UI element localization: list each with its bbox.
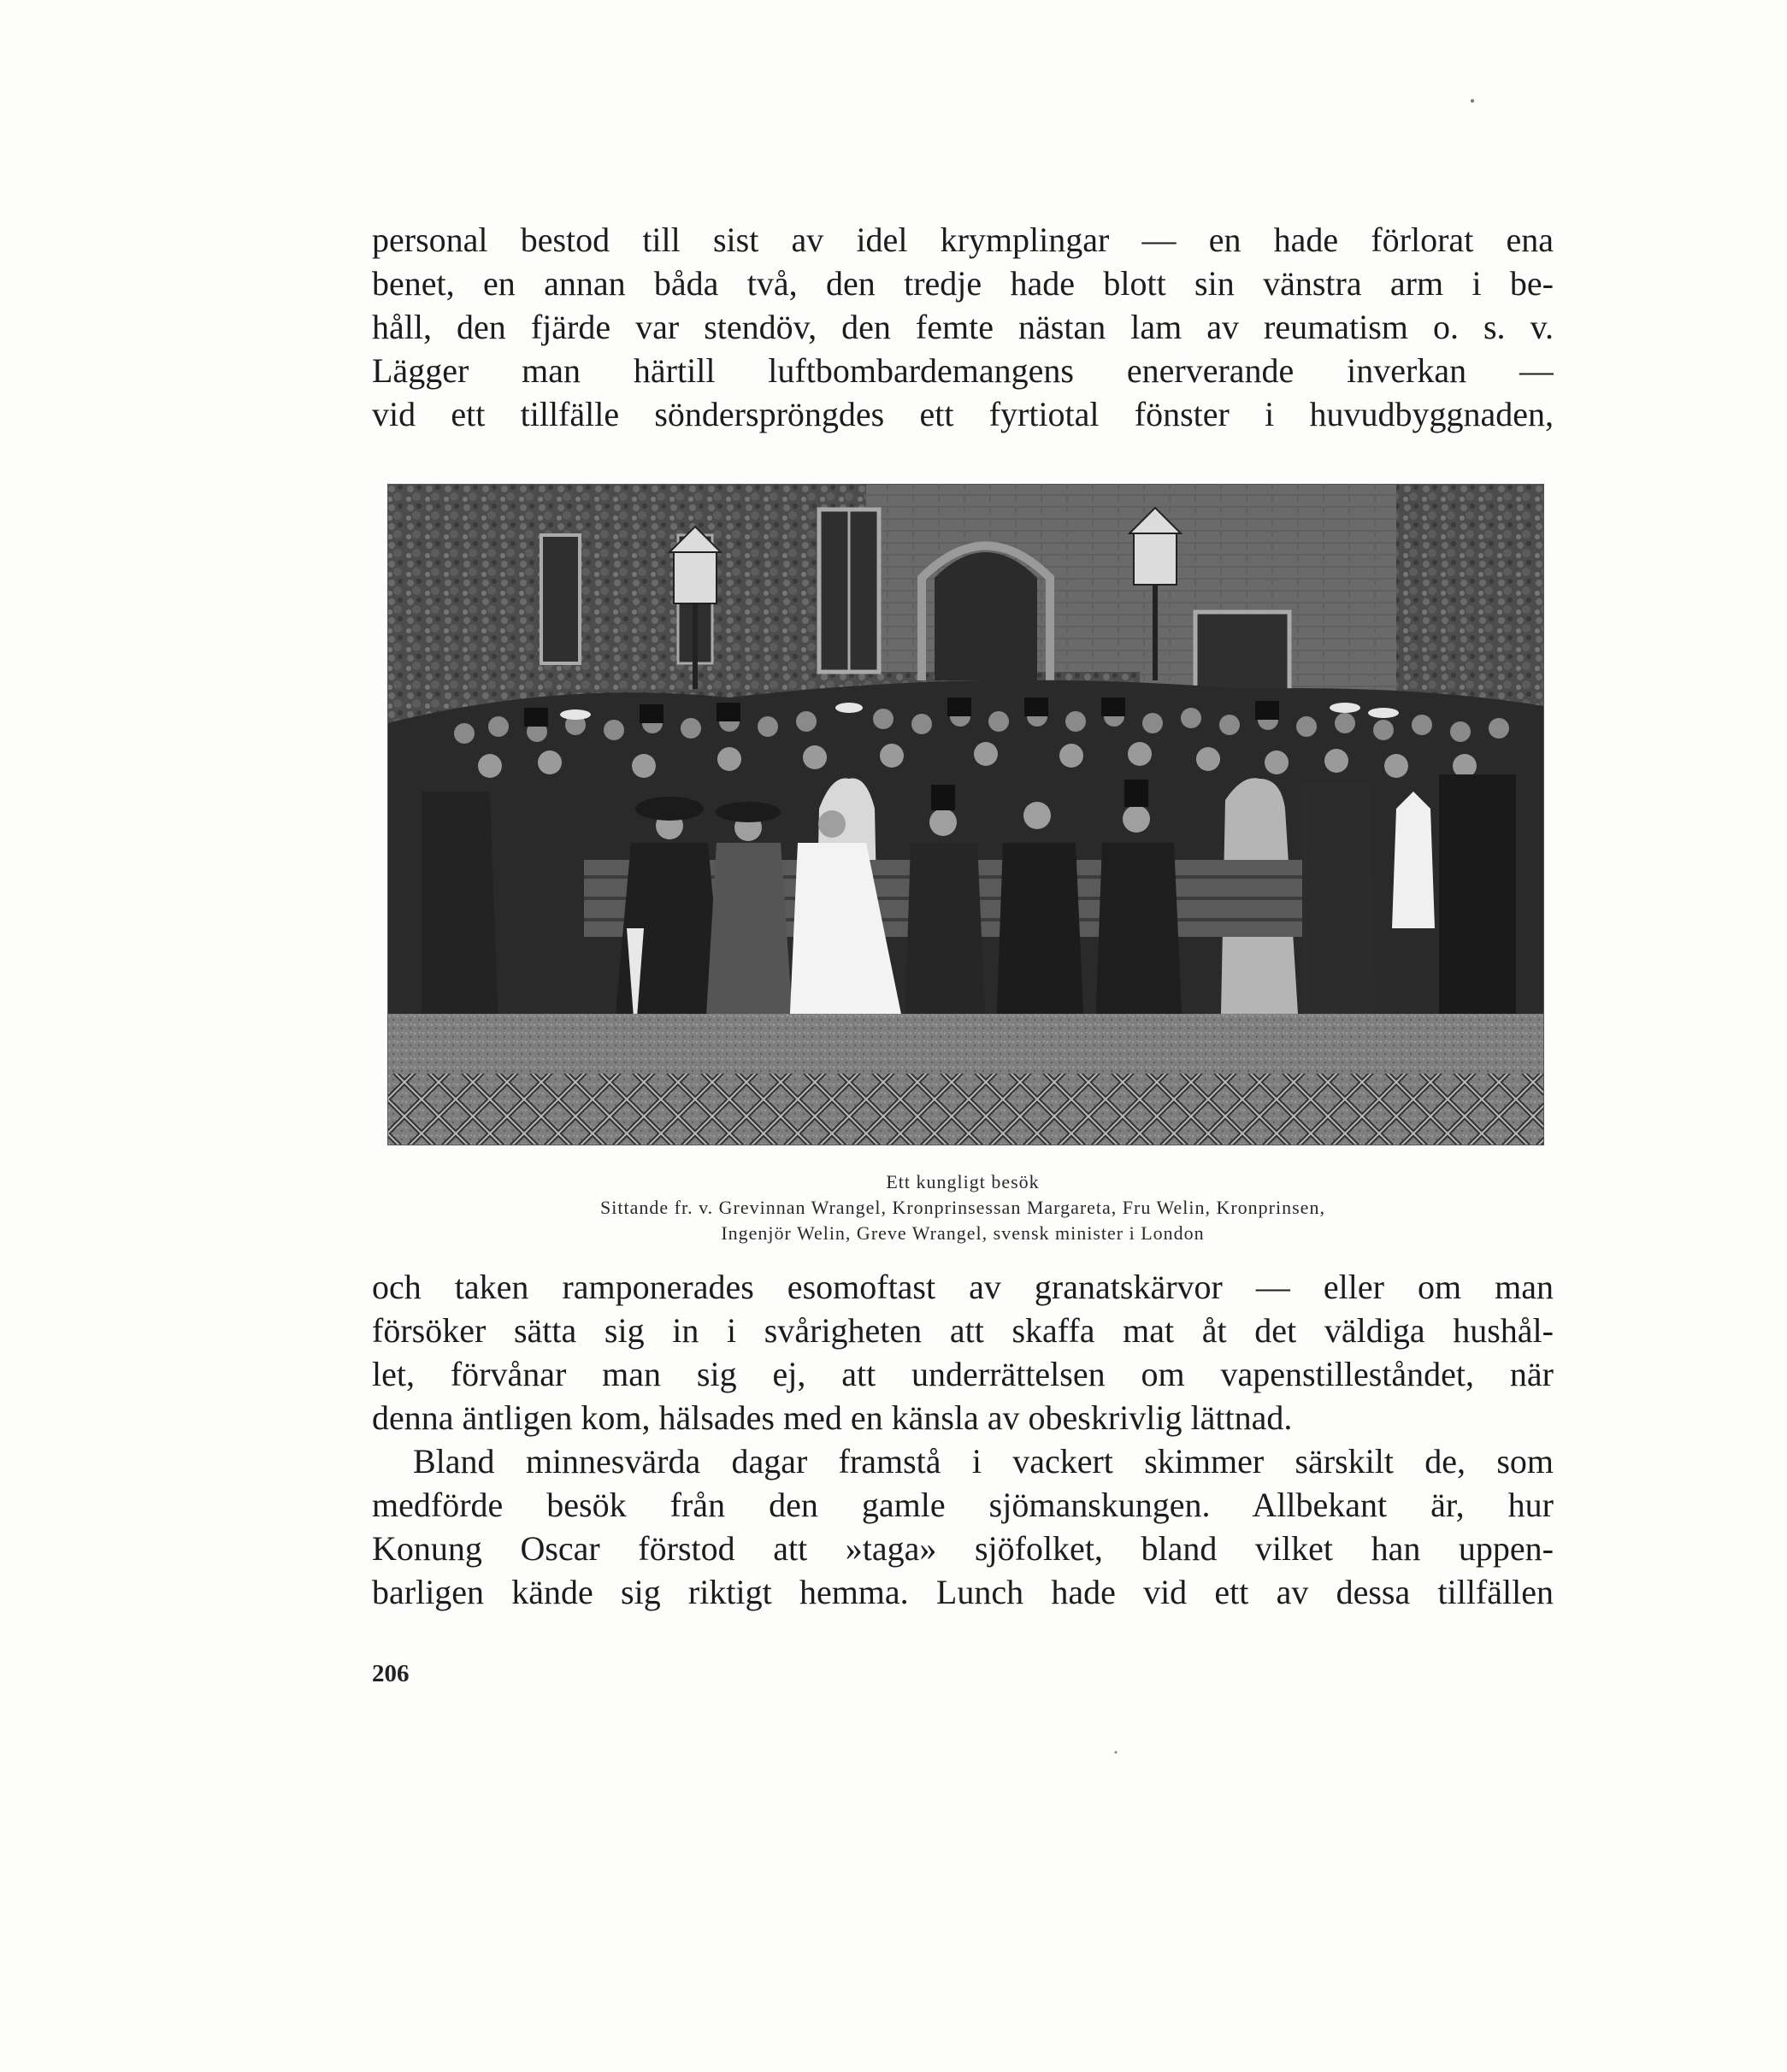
caption-line: Sittande fr. v. Grevinnan Wrangel, Kronprinsessan Margareta, Fru Welin, Kronprinsen,: [600, 1197, 1325, 1218]
text-line: Konung Oscar förstod att »taga» sjöfolket, bland vilket han uppen-: [372, 1529, 1554, 1568]
bottom-text: [372, 1265, 1554, 1614]
page-number: 206: [372, 1660, 410, 1687]
figure-caption: [372, 1169, 1554, 1246]
top-paragraph: [372, 218, 1554, 436]
text-line: vid ett tillfälle sönderspröngdes ett fyrtiotal fönster i huvudbyggnaden,: [372, 395, 1554, 433]
text-line: let, förvånar man sig ej, att underrättelsen om vapenstilleståndet, när: [372, 1355, 1554, 1393]
caption-title: Ett kungligt besök: [886, 1171, 1040, 1192]
text-line: håll, den fjärde var stendöv, den femte nästan lam av reumatism o. s. v.: [372, 308, 1554, 346]
caption-line: Ingenjör Welin, Greve Wrangel, svensk minister i London: [721, 1222, 1205, 1244]
text-line: Lägger man härtill luftbombardemangens enerverande inverkan —: [372, 351, 1554, 390]
text-line: Bland minnesvärda dagar framstå i vackert skimmer särskilt de, som: [413, 1442, 1554, 1480]
text-line: försöker sätta sig in i svårigheten att skaffa mat åt det väldiga hushål-: [372, 1311, 1554, 1350]
text-line: denna äntligen kom, hälsades med en känsla av obeskrivlig lättnad.: [372, 1398, 1293, 1437]
text-line: personal bestod till sist av idel krymplingar — en hade förlorat ena: [372, 221, 1554, 259]
group-photograph: [387, 484, 1544, 1145]
text-line: benet, en annan båda två, den tredje hade blott sin vänstra arm i be-: [372, 264, 1554, 303]
text-line: medförde besök från den gamle sjömanskungen. Allbekant är, hur: [372, 1486, 1554, 1524]
text-line: barligen kände sig riktigt hemma. Lunch hade vid ett av dessa tillfällen: [372, 1573, 1554, 1611]
text-line: och taken ramponerades esomoftast av granatskärvor — eller om man: [372, 1268, 1554, 1306]
